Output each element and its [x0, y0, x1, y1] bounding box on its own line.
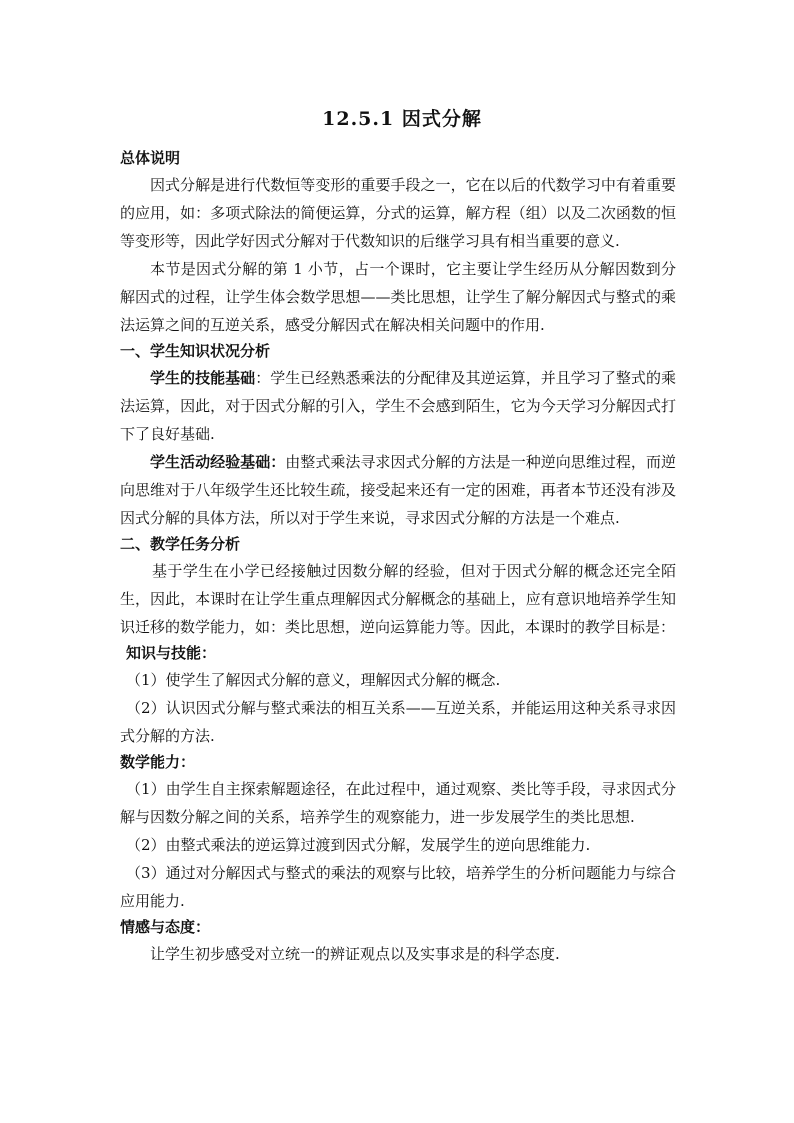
overview-heading: 总体说明: [120, 149, 181, 167]
math-item-1: （1）由学生自主探索解题途径，在此过程中，通过观察、类比等手段，寻求因式分解与因数分解之间的关系，培养学生的观察能力，进一步发展学生的类比思想.: [120, 780, 676, 826]
skill-text: ：学生已经熟悉乘法的分配律及其逆运算，并且学习了整式的乘法运算，因此，对于因式分解的引入，学生不会感到陌生，它为今天学习分解因式打下了良好基础.: [120, 369, 676, 443]
experience-label: 学生活动经验基础：: [150, 453, 286, 471]
skill-paragraph: [120, 364, 676, 448]
experience-paragraph: [120, 448, 676, 532]
math-ability-heading: 数学能力：: [120, 753, 196, 771]
math-item-3: （3）通过对分解因式与整式的乘法的观察与比较，培养学生的分析问题能力与综合应用能力.: [120, 864, 676, 910]
attitude-paragraph: 让学生初步感受对立统一的辨证观点以及实事求是的科学态度.: [150, 945, 560, 963]
math-item-2: （2）由整式乘法的逆运算过渡到因式分解，发展学生的逆向思维能力.: [126, 836, 591, 854]
skill-label: 学生的技能基础: [150, 369, 256, 387]
attitude-heading: 情感与态度：: [120, 918, 211, 936]
knowledge-heading: 知识与技能：: [126, 644, 217, 662]
experience-text: 由整式乘法寻求因式分解的方法是一种逆向思维过程，而逆向思维对于八年级学生还比较生疏，接受起来还有一定的困难，再者本节还没有涉及因式分解的具体方法，所以对于学生来说，寻求因式分解的方法是一个难点.: [120, 453, 676, 527]
overview-paragraph-1: 因式分解是进行代数恒等变形的重要手段之一，它在以后的代数学习中有着重要的应用，如：多项式除法的简便运算，分式的运算，解方程（组）以及二次函数的恒等变形等，因此学好因式分解对于代数知识的后继学习具有相当重要的意义.: [120, 176, 676, 250]
task-intro-paragraph: 基于学生在小学已经接触过因数分解的经验，但对于因式分解的概念还完全陌生，因此，本课时在让学生重点理解因式分解概念的基础上，应有意识地培养学生知识迁移的数学能力，如：类比思想，逆向运算能力等。因此，本课时的教学目标是：: [120, 562, 676, 636]
document-title: 12.5.1 因式分解: [322, 108, 482, 130]
knowledge-item-1: （1）使学生了解因式分解的意义，理解因式分解的概念.: [126, 671, 501, 689]
overview-paragraph-2: 本节是因式分解的第 1 小节，占一个课时，它主要让学生经历从分解因数到分解因式的过程，让学生体会数学思想——类比思想，让学生了解分解因式与整式的乘法运算之间的互逆关系，感受分解因式在解决相关问题中的作用.: [120, 260, 676, 334]
knowledge-item-2: （2）认识因式分解与整式乘法的相互关系——互逆关系，并能运用这种关系寻求因式分解的方法.: [120, 699, 676, 745]
section1-heading: 一、学生知识状况分析: [120, 342, 271, 360]
section2-heading: 二、教学任务分析: [120, 535, 241, 553]
document-page: [120, 104, 676, 968]
